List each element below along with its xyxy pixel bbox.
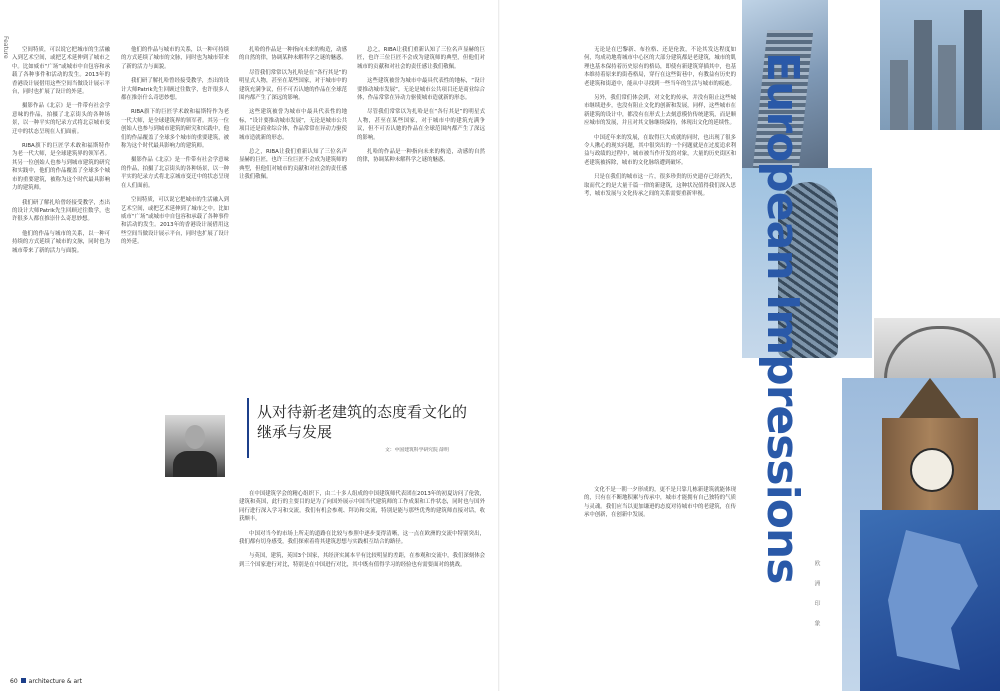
body-paragraph: 扎哈的作品是一种指向未来的构造，动感的自然的律，协调某种未解科学之谜的魅惑。: [357, 149, 485, 164]
right-column-2: [584, 486, 736, 668]
body-paragraph: 无论是在巴黎新、布拉格、还是伦敦，不论其发达程度如何，均成功地将城市中心区的大部分建筑都是老建筑，城市的肌理也基本保持着历史原有的格局，即使有新建筑穿插其中，也基本维持着原来的街巷格局，穿行在这些街巷中，有教益有历史的老建筑和街道中，能从中寻找到一些当年的生活与城市的痕迹。: [584, 47, 736, 87]
body-paragraph: 在中国建筑学会的精心组织下，由二十多人组成的中国建筑师代表团在2013年的初夏访问了伦敦，建筑和英国，此行的主要目的是为了向国外展示中国当代建筑师的工作成果和工作状态，同时也与国外同行进行深入学习和交流，我们有机会参观、拜访和交流，特别是能与那些优秀的建筑师直接对话，收获颇丰。: [239, 491, 485, 523]
body-paragraph: 扎哈的作品是一种指向未来的构造，动感的自然的律，协调某种未解科学之谜的魅惑。: [239, 47, 347, 62]
body-paragraph: 空间特质，可以说它把城市的生活融入到艺术空间，或把艺术延伸到了城市之中。比如威市“广场”或城市中自包容和承载了各种事件和活动的发生。2013年的香港设计展借用这些空间当做设计展示平台，同时也扩展了设计的外延。: [121, 197, 229, 246]
article-title: 从对待新老建筑的态度看文化的继承与发展: [257, 403, 468, 441]
body-paragraph: 总之，RIBA让我们重新认知了三位名声显赫的巨匠，也许三位巨匠不会成为建筑师的典型，但他们对城市的贡献和对社会的责任感让我们敬佩。: [357, 47, 485, 70]
body-paragraph: 尽管我们常常以为扎哈是在“各行其是”的明星式人物，甚至在某些国家，对于城市中的建筑充满争议，但不可否认她的作品在全球范围内都产生了深远的影响。: [239, 69, 347, 102]
body-paragraph: RIBA旗下的巨匠学术敢和福斯特作为老一代大师，是全球建筑界的领军者。其另一位创始人也参与到城市建筑的研究和实践中，他们的作品覆盖了全球多个城市的重要建筑，被称为这个时代最具影响力的建筑师。: [12, 143, 110, 192]
body-paragraph: 这些建筑被誉为城市中最具代表性的地标，“设计要推动城市发展”，无论是城市公共项目还是商业综合体，作品常常在异动力驱使城市造就新的形态。: [357, 78, 485, 102]
map-graphic: [860, 510, 1000, 691]
left-column-3: [239, 46, 347, 386]
body-paragraph: RIBA旗下的巨匠学术敢和福斯特作为老一代大师，是全球建筑界的领军者。其另一位创始人也参与到城市建筑的研究和实践中，他们的作品覆盖了全球多个城市的重要建筑，被称为这个时代最具影响力的建筑师。: [121, 109, 229, 150]
body-paragraph: 总之，RIBA让我们重新认知了三位名声显赫的巨匠，也许三位巨匠不会成为建筑师的典型，但他们对城市的贡献和对社会的责任感让我们敬佩。: [239, 149, 347, 181]
left-folio-text: architecture & art: [28, 678, 82, 685]
body-paragraph: 他们的作品与城市的关系，以一种可持续的方式延续了城市的文脉，同时也为城市带来了新的活力与面貌。: [12, 230, 110, 254]
clock-icon: [910, 448, 954, 492]
skyline-photo: [880, 0, 1000, 130]
body-paragraph: 我们研了解扎哈曾经接受教学，杰出的设计大师Patrik先生回顾过往数学，也许很多人都在推崇什么奇思妙想。: [121, 78, 229, 102]
title-rule: [247, 398, 249, 458]
left-folio: [10, 678, 82, 685]
body-paragraph: 只是在我们的城市这一片，很多珍贵的历史遗存已经消失，取而代之的是大量千篇一律的新建筑，这种状况值得我们深入思考，城市发展与文化传承之间的关系需要重新审视。: [584, 174, 736, 198]
body-paragraph: 尽管我们常常以为扎哈是在“各行其是”的明星式人物，甚至在某些国家，对于城市中的建筑充满争议，但不可否认她的作品在全球范围内都产生了深远的影响。: [357, 109, 485, 141]
body-paragraph: 这些建筑被誉为城市中最具代表性的地标，“设计要推动城市发展”，无论是城市公共项目还是商业综合体，作品常常在异动力驱使城市造就新的形态。: [239, 109, 347, 141]
left-page-number: 60: [10, 678, 18, 685]
body-paragraph: 中国近年来的发展，在取得巨大成就的同时，也出现了很多令人揪心的现实问题，其中很突出的一个问题就是在过度追求利益与政绩的过程中，城市被当作开发的对象，大量的历史街区和老建筑被拆除，城市的文化脉络遭到破坏。: [584, 134, 736, 166]
feature-title: European Impressions: [757, 52, 808, 584]
body-paragraph: 摄影作品《北京》是一件带有社会学意味的作品，拍摄了北京街头的各种场景，以一种平实的纪录方式将北京城市变迁中的状态呈现在人们面前。: [12, 103, 110, 135]
left-column-4: [357, 46, 485, 386]
body-paragraph: 他们的作品与城市的关系，以一种可持续的方式延续了城市的文脉，同时也为城市带来了新的活力与面貌。: [121, 47, 229, 70]
section-label: Feature: [2, 36, 9, 59]
body-paragraph: 文化不是一朝一夕形成的，更不是只靠几栋新建筑就能体现的，只有在不断地积累与传承中，城市才能拥有自己独特的气质与灵魂。我们应当以更加谦逊的态度对待城市中的老建筑，在传承中创新，在创新中发展。: [584, 487, 736, 519]
left-column-1: [12, 46, 110, 666]
body-paragraph: 另外，我们常们体会到，对文化的传承，并没有阻止这些城市继续进步，也没有阻止文化的创新和发展，同样，这些城市在新建筑的设计中，都没有在形式上去刻意模仿传统建筑，而是顺应城市的发展，并且对其文脉继续保持，体现出文化的延续性。: [584, 95, 736, 127]
body-paragraph: 空间特质，可以说它把城市的生活融入到艺术空间，或把艺术延伸到了城市之中。比如威市“广场”或城市中自包容和承载了各种事件和活动的发生。2013年的香港设计展借用这些空间当做设计展示平台，同时也扩展了设计的外延。: [12, 47, 110, 96]
body-paragraph: 我们研了解扎哈曾经接受教学，杰出的设计大师Patrik先生回顾过往数学，也许很多人都在推崇什么奇思妙想。: [12, 199, 110, 223]
article-title-block: [165, 398, 477, 478]
left-column-5: [239, 490, 485, 668]
left-column-2: [121, 46, 229, 666]
body-paragraph: 与英国，建筑，英国3个国家，其经济实属本平有比较明显的差距，在参观和交流中，我们深刻体会到三个国家进行对比，特别是在中国进行对比，其中既有值得学习的经验也有需要面对的挑战。: [239, 553, 485, 568]
feature-title-cn: 欧洲印象: [813, 560, 820, 640]
body-paragraph: 摄影作品《北京》是一件带有社会学意味的作品，拍摄了北京街头的各种场景，以一种平实的纪录方式将北京城市变迁中的状态呈现在人们面前。: [121, 157, 229, 189]
body-paragraph: 中国对当今的市场上所走的道路在比较与参照中逐步变得清晰，这一点在欧洲的交流中特别突出，我们都有切身感受，我们探索着将其建筑思想与实践相互结合的路径。: [239, 530, 485, 546]
article-byline: 文：中国建筑科学研究院 薛明: [385, 448, 449, 453]
